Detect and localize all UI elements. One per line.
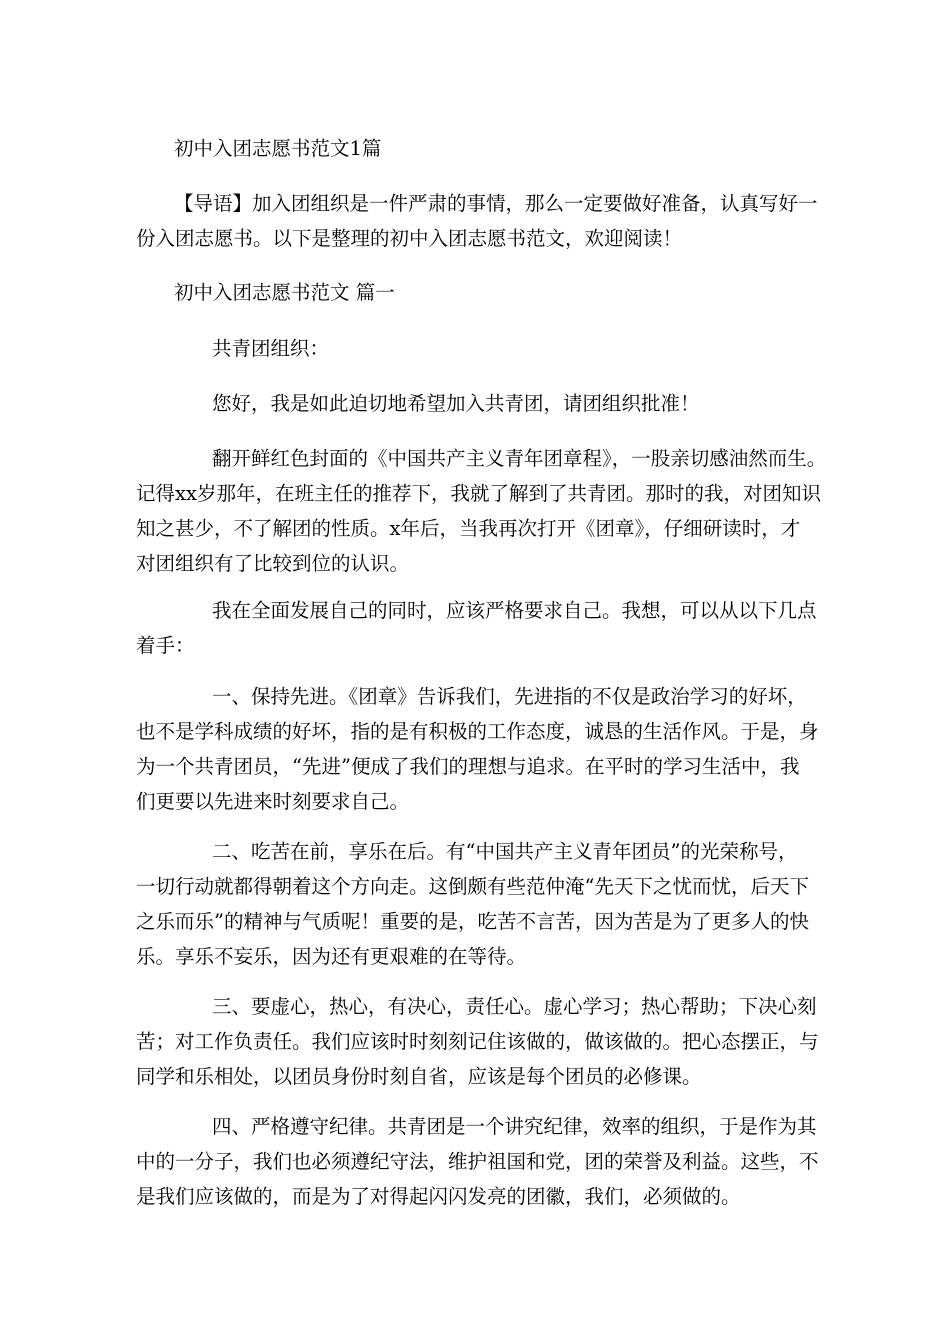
paragraph-line: 乐。享乐不妄乐，因为还有更艰难的在等待。 <box>136 945 527 968</box>
greeting <box>212 386 892 421</box>
body-paragraph <box>136 679 819 819</box>
paragraph-line: 一、保持先进。《团章》告诉我们，先进指的不仅是政治学习的好坏， <box>212 685 807 708</box>
paragraph-line: 也不是学科成绩的好坏，指的是有积极的工作态度，诚恳的生活作风。于是，身 <box>136 720 819 743</box>
body-paragraph <box>136 1109 819 1214</box>
greeting-text: 您好，我是如此迫切地希望加入共青团，请团组织批准！ <box>212 392 700 415</box>
body-paragraph <box>136 441 827 581</box>
paragraph-line: 为一个共青团员，“先进”便成了我们的理想与追求。在平时的学习生活中，我 <box>136 755 800 778</box>
paragraph-line: 苦；对工作负责任。我们应该时时刻刻记住该做的，做该做的。把心态摆正，与 <box>136 1030 819 1053</box>
paragraph-line: 三、要虚心，热心，有决心，责任心。虚心学习；热心帮助；下决心刻 <box>212 995 817 1018</box>
paragraph-line: 中的一分子，我们也必须遵纪守法，维护祖国和党，团的荣誉及利益。这些，不 <box>136 1150 819 1173</box>
intro-paragraph <box>136 186 854 256</box>
paragraph-line: 知之甚少，不了解团的性质。x年后，当我再次打开《团章》，仔细研读时，才 <box>136 517 801 540</box>
paragraph-line: 之乐而乐”的精神与气质呢！重要的是，吃苦不言苦，因为苦是为了更多人的快 <box>136 910 809 933</box>
paragraph-line: 同学和乐相处，以团员身份时刻自省，应该是每个团员的必修课。 <box>136 1065 702 1088</box>
intro-line: 【导语】加入团组织是一件严肃的事情，那么一定要做好准备，认真写好一 <box>174 192 818 215</box>
paragraph-line: 四、严格遵守纪律。共青团是一个讲究纪律，效率的组织，于是作为其 <box>212 1115 817 1138</box>
paragraph-line: 对团组织有了比较到位的认识。 <box>136 552 410 575</box>
body-paragraph <box>136 593 816 663</box>
section-heading-text: 初中入团志愿书范文 篇一 <box>174 281 395 304</box>
paragraph-line: 翻开鲜红色封面的《中国共产主义青年团章程》，一股亲切感油然而生。 <box>212 447 827 470</box>
paragraph-line: 我在全面发展自己的同时，应该严格要求自己。我想，可以从以下几点 <box>212 599 817 622</box>
body-paragraph <box>136 834 816 974</box>
salutation-text: 共青团组织： <box>212 337 330 360</box>
document-title <box>174 131 854 166</box>
title-line: 初中入团志愿书范文1篇 <box>174 137 382 160</box>
section-heading <box>174 275 854 310</box>
paragraph-line: 一切行动就都得朝着这个方向走。这倒颇有些范仲淹“先天下之忧而忧，后天下 <box>136 875 809 898</box>
paragraph-line: 记得xx岁那年，在班主任的推荐下，我就了解到了共青团。那时的我，对团知识 <box>136 482 821 505</box>
paragraph-line: 着手： <box>136 634 195 657</box>
paragraph-line: 们更要以先进来时刻要求自己。 <box>136 790 410 813</box>
paragraph-line: 是我们应该做的，而是为了对得起闪闪发亮的团徽，我们，必须做的。 <box>136 1185 741 1208</box>
intro-line: 份入团志愿书。以下是整理的初中入团志愿书范文，欢迎阅读！ <box>136 227 683 250</box>
salutation <box>212 331 892 366</box>
paragraph-line: 二、吃苦在前，享乐在后。有“中国共产主义青年团员”的光荣称号， <box>212 840 798 863</box>
body-paragraph <box>136 989 819 1094</box>
